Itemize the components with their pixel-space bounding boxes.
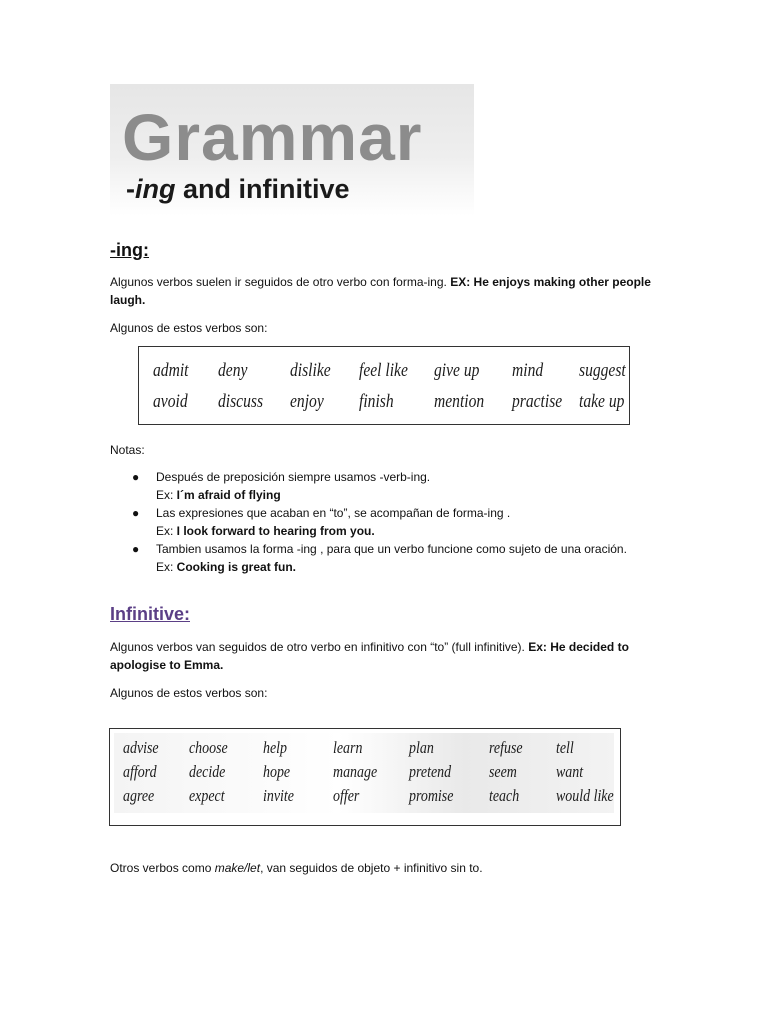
infinitive-verb: hope: [263, 762, 291, 781]
note-example: [156, 486, 650, 504]
footer-text-after: , van seguidos de objeto + infinitivo sin to.: [260, 861, 483, 875]
ing-verb: discuss: [218, 391, 264, 412]
infinitive-verb: teach: [489, 786, 520, 805]
note-example-text: I´m afraid of flying: [176, 488, 281, 502]
infinitive-verb: afford: [123, 762, 157, 781]
infinitive-verb: want: [556, 762, 584, 781]
ing-verb: mind: [512, 360, 544, 381]
note-example: [156, 558, 650, 576]
ing-verb: avoid: [153, 391, 188, 412]
ing-verb: give up: [434, 360, 480, 381]
infinitive-verb: offer: [333, 786, 360, 805]
infinitive-verbs-image: [114, 733, 614, 813]
banner-subtitle: [126, 176, 350, 203]
note-example: [156, 522, 650, 540]
ing-intro-example: EX: He enjoys making other people laugh.: [110, 275, 651, 307]
infinitive-verb: seem: [489, 762, 517, 781]
infinitive-footer-paragraph: [110, 859, 670, 877]
ing-verb: suggest: [579, 360, 626, 381]
infinitive-verb: advise: [123, 738, 159, 757]
ing-verb: feel like: [359, 360, 408, 381]
infinitive-heading: Infinitive:: [110, 604, 190, 624]
notes-list: [130, 468, 650, 576]
infinitive-verb: refuse: [489, 738, 523, 757]
ing-verb: enjoy: [290, 391, 324, 412]
infinitive-verb: expect: [189, 786, 225, 805]
infinitive-verbs-box: [109, 728, 621, 826]
ing-verb: finish: [359, 391, 394, 412]
notes-label: Notas:: [110, 443, 145, 457]
note-item: [130, 504, 650, 540]
banner-title: Grammar: [122, 100, 423, 174]
bullet-icon: ●: [132, 542, 140, 556]
grammar-banner-image: [110, 84, 474, 216]
note-example-prefix: Ex:: [156, 560, 177, 574]
infinitive-verb: manage: [333, 762, 378, 781]
note-text: Después de preposición siempre usamos -verb-ing.: [156, 470, 431, 484]
note-text: Tambien usamos la forma -ing , para que un verbo funcione como sujeto de una oración.: [156, 542, 627, 556]
ing-verb: admit: [153, 360, 189, 381]
ing-verbs-box: [138, 346, 630, 425]
note-example-prefix: Ex:: [156, 524, 177, 538]
infinitive-intro-paragraph: [110, 638, 670, 674]
infinitive-verb: plan: [409, 738, 434, 757]
note-example-prefix: Ex:: [156, 488, 177, 502]
infinitive-verb: pretend: [409, 762, 452, 781]
banner-subtitle-rest: and infinitive: [175, 174, 350, 204]
bullet-icon: ●: [132, 470, 140, 484]
bullet-icon: ●: [132, 506, 140, 520]
infinitive-verb: tell: [556, 738, 574, 757]
infinitive-verb: learn: [333, 738, 363, 757]
ing-verb: take up: [579, 391, 625, 412]
infinitive-verb: choose: [189, 738, 228, 757]
infinitive-verb: help: [263, 738, 288, 757]
ing-verb: dislike: [290, 360, 331, 381]
note-example-text: Cooking is great fun.: [176, 560, 297, 574]
footer-text-italic: make/let: [214, 861, 261, 875]
note-item: [130, 540, 650, 576]
infinitive-verb: agree: [123, 786, 155, 805]
ing-heading: -ing:: [110, 240, 149, 260]
ing-verb: deny: [218, 360, 248, 381]
ing-intro-paragraph: [110, 273, 670, 309]
ing-intro-text: Algunos verbos suelen ir seguidos de otro verbo con forma-ing.: [110, 275, 451, 289]
footer-text-before: Otros verbos como: [110, 861, 215, 875]
infinitive-verb: promise: [409, 786, 454, 805]
infinitive-intro-text: Algunos verbos van seguidos de otro verbo en infinitivo con “to” (full infinitive).: [110, 640, 529, 654]
note-text: Las expresiones que acaban en “to”, se acompañan de forma-ing .: [156, 506, 511, 520]
banner-subtitle-ing: ing: [135, 174, 176, 204]
ing-verb: practise: [512, 391, 563, 412]
banner-subtitle-dash: -: [126, 174, 135, 204]
note-item: [130, 468, 650, 504]
infinitive-verb: decide: [189, 762, 226, 781]
infinitive-verb: would like: [556, 786, 614, 805]
infinitive-verb: invite: [263, 786, 294, 805]
note-example-text: I look forward to hearing from you.: [176, 524, 375, 538]
ing-list-label: Algunos de estos verbos son:: [110, 321, 268, 335]
infinitive-intro-example: Ex: He decided to apologise to Emma.: [110, 640, 629, 672]
infinitive-list-label: Algunos de estos verbos son:: [110, 686, 268, 700]
ing-verb: mention: [434, 391, 485, 412]
